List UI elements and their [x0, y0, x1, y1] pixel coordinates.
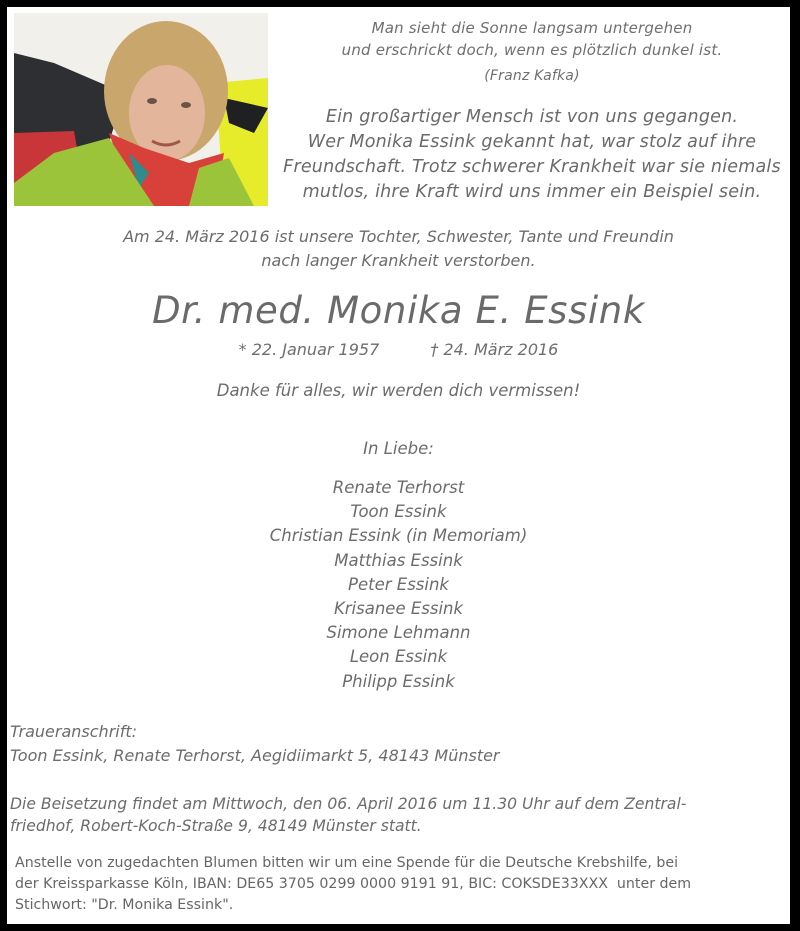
tribute-line-2: Wer Monika Essink gekannt hat, war stolz auf ihre: [307, 132, 757, 152]
mourning-address-label: Traueranschrift:: [10, 722, 138, 741]
life-dates: [7, 338, 790, 362]
deceased-name: Dr. med. Monika E. Essink: [152, 289, 645, 332]
funeral-info: [10, 793, 785, 837]
tribute-line-1: Ein großartiger Mensch ist von uns gegangen.: [325, 107, 739, 127]
mourning-address: [10, 720, 780, 768]
funeral-line-2: friedhof, Robert-Koch-Straße 9, 48149 Münster statt.: [10, 817, 422, 835]
mourner-item: Christian Essink (in Memoriam): [269, 526, 528, 546]
farewell-message: Danke für alles, wir werden dich vermissen!: [216, 381, 581, 400]
portrait-image: [14, 13, 268, 206]
donation-line-1: Anstelle von zugedachten Blumen bitten wir um eine Spende für die Deutsche Krebshilfe, bei: [15, 855, 679, 871]
obituary-page: [7, 7, 790, 924]
in-love-label: In Liebe:: [363, 439, 434, 458]
death-announcement: [7, 225, 790, 273]
mourners-list: [7, 476, 790, 694]
mourner-item: Leon Essink: [349, 647, 448, 667]
mourner-item: Krisanee Essink: [333, 599, 464, 619]
mourner-item: Renate Terhorst: [332, 478, 465, 497]
quote-line-1: Man sieht die Sonne langsam untergehen: [371, 19, 693, 37]
portrait-photo: [14, 13, 268, 206]
death-date: † 24. März 2016: [430, 340, 559, 359]
tribute-line-3: Freundschaft. Trotz schwerer Krankheit war sie niemals: [283, 157, 781, 177]
quote-author: (Franz Kafka): [484, 68, 580, 84]
mourner-item: Simone Lehmann: [326, 623, 471, 643]
funeral-line-1: Die Beisetzung findet am Mittwoch, den 06. April 2016 um 11.30 Uhr auf dem Zentral-: [10, 795, 687, 813]
kafka-quote: [282, 17, 782, 87]
donation-line-3: Stichwort: "Dr. Monika Essink".: [15, 897, 234, 913]
mourning-address-value: Toon Essink, Renate Terhorst, Aegidiimarkt 5, 48143 Münster: [10, 746, 500, 765]
mourner-item: Toon Essink: [350, 502, 447, 522]
quote-line-2: und erschrickt doch, wenn es plötzlich dunkel ist.: [341, 41, 723, 59]
announcement-line-2: nach langer Krankheit verstorben.: [261, 251, 536, 270]
birth-date: * 22. Januar 1957: [238, 340, 380, 359]
tribute-line-4: mutlos, ihre Kraft wird uns immer ein Beispiel sein.: [302, 182, 762, 202]
donation-info: [15, 853, 785, 916]
donation-line-2: der Kreissparkasse Köln, IBAN: DE65 3705 0299 0000 9191 91, BIC: COKSDE33XXX unter dem: [15, 876, 692, 892]
mourner-item: Matthias Essink: [334, 550, 463, 570]
mourner-item: Peter Essink: [348, 574, 449, 594]
tribute-text: [282, 105, 782, 205]
announcement-line-1: Am 24. März 2016 ist unsere Tochter, Schwester, Tante und Freundin: [123, 227, 674, 246]
mourner-item: Philipp Essink: [342, 671, 455, 691]
